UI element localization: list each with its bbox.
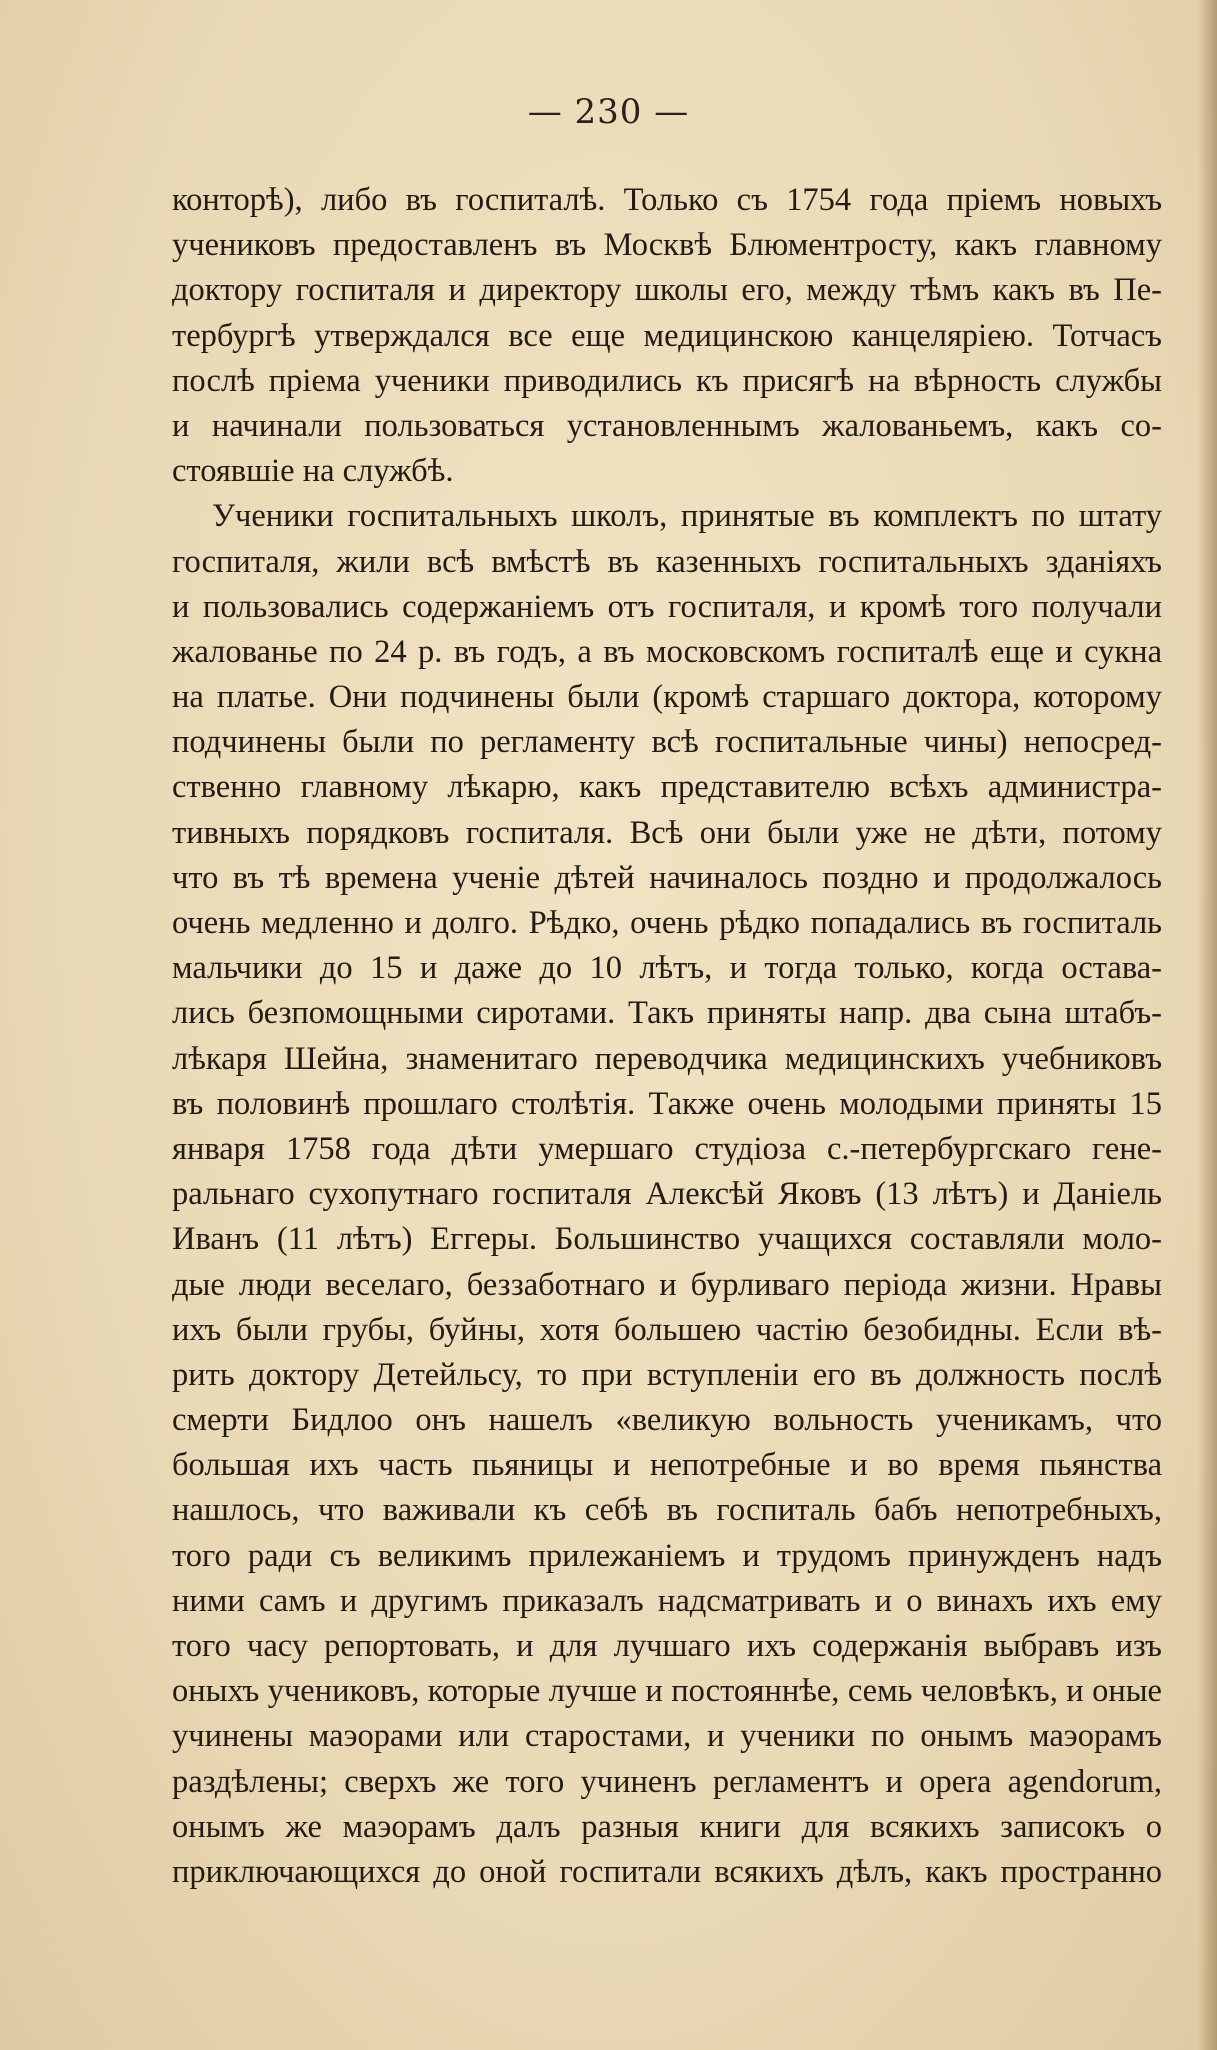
- text-line: конторѣ), либо въ госпиталѣ. Только съ 1754 года пріемъ новыхъ: [172, 182, 1162, 218]
- text-line: послѣ пріема ученики приводились къ присягѣ на вѣрность службы: [172, 362, 1162, 399]
- text-line: въ половинѣ прошлаго столѣтія. Также очень молодыми приняты 15: [172, 1085, 1162, 1122]
- text-line: ихъ были грубы, буйны, хотя большею частію безобидны. Если вѣ-: [172, 1311, 1162, 1348]
- text-line: января 1758 года дѣти умершаго студіоза с.-петербургскаго гене-: [172, 1130, 1162, 1167]
- text-line: учениковъ предоставленъ въ Москвѣ Блюментросту, какъ главному: [172, 227, 1162, 264]
- text-line: на платье. Они подчинены были (кромѣ старшаго доктора, которому: [172, 679, 1162, 716]
- text-line: приключающихся до оной госпитали всякихъ дѣлъ, какъ пространно: [172, 1853, 1162, 1890]
- text-line: лись безпомощными сиротами. Такъ приняты напр. два сына штабъ-: [172, 995, 1162, 1032]
- text-line: стоявшіе на службѣ.: [172, 453, 454, 490]
- text-line: тербургѣ утверждался все еще медицинскою канцеляріею. Тотчасъ: [172, 317, 1162, 354]
- text-line: оныхъ учениковъ, которые лучше и постояннѣе, семь человѣкъ, и оные: [172, 1673, 1162, 1710]
- text-line: большая ихъ часть пьяницы и непотребные и во время пьянства: [172, 1447, 1162, 1484]
- paragraph-first-line: Ученики госпитальныхъ школъ, принятые въ комплектъ по штату: [212, 498, 1162, 535]
- text-line: того ради съ великимъ прилежаніемъ и трудомъ принужденъ надъ: [172, 1537, 1162, 1574]
- text-line: и пользовались содержаніемъ отъ госпиталя, и кромѣ того получали: [172, 588, 1162, 625]
- text-line: нашлось, что важивали къ себѣ въ госпиталь бабъ непотребныхъ,: [172, 1492, 1162, 1529]
- text-line: что въ тѣ времена ученіе дѣтей начиналось поздно и продолжалось: [172, 859, 1162, 896]
- page-edge-shadow: [1197, 0, 1217, 2050]
- body-text: [172, 178, 1162, 1895]
- text-line: учинены маэорами или старостами, и ученики по онымъ маэорамъ: [172, 1718, 1162, 1755]
- text-line: онымъ же маэорамъ далъ разныя книги для всякихъ записокъ о: [172, 1808, 1162, 1845]
- text-line: лѣкаря Шейна, знаменитаго переводчика медицинскихъ учебниковъ: [172, 1040, 1162, 1077]
- text-line: раздѣлены; сверхъ же того учиненъ регламентъ и opera agendorum,: [172, 1763, 1162, 1800]
- text-line: дые люди веселаго, беззаботнаго и бурливаго періода жизни. Нравы: [172, 1266, 1162, 1303]
- text-line: подчинены были по регламенту всѣ госпитальные чины) непосред-: [172, 724, 1162, 761]
- text-line: ними самъ и другимъ приказалъ надсматривать и о винахъ ихъ ему: [172, 1582, 1162, 1619]
- text-line: ственно главному лѣкарю, какъ представителю всѣхъ администра-: [172, 769, 1162, 806]
- text-line: рить доктору Детейльсу, то при вступленіи его въ должность послѣ: [172, 1356, 1162, 1393]
- text-line: Иванъ (11 лѣтъ) Еггеры. Большинство учащихся составляли моло-: [172, 1221, 1162, 1258]
- text-line: доктору госпиталя и директору школы его, между тѣмъ какъ въ Пе-: [172, 272, 1162, 309]
- text-line: смерти Бидлоо онъ нашелъ «великую вольность ученикамъ, что: [172, 1402, 1162, 1439]
- text-line: тивныхъ порядковъ госпиталя. Всѣ они были уже не дѣти, потому: [172, 814, 1162, 851]
- text-line: мальчики до 15 и даже до 10 лѣтъ, и тогда только, когда остава-: [172, 950, 1162, 987]
- text-line: и начинали пользоваться установленнымъ жалованьемъ, какъ со-: [172, 407, 1162, 444]
- text-line: очень медленно и долго. Рѣдко, очень рѣдко попадались въ госпиталь: [172, 905, 1162, 941]
- text-line: ральнаго сухопутнаго госпиталя Алексѣй Яковъ (13 лѣтъ) и Даніель: [172, 1176, 1162, 1213]
- text-line: госпиталя, жили всѣ вмѣстѣ въ казенныхъ госпитальныхъ зданіяхъ: [172, 543, 1162, 580]
- text-line: жалованье по 24 р. въ годъ, а въ московскомъ госпиталѣ еще и сукна: [172, 633, 1162, 670]
- text-line: того часу репортовать, и для лучшаго ихъ содержанія выбравъ изъ: [172, 1628, 1162, 1664]
- page-number: — 230 —: [527, 92, 690, 132]
